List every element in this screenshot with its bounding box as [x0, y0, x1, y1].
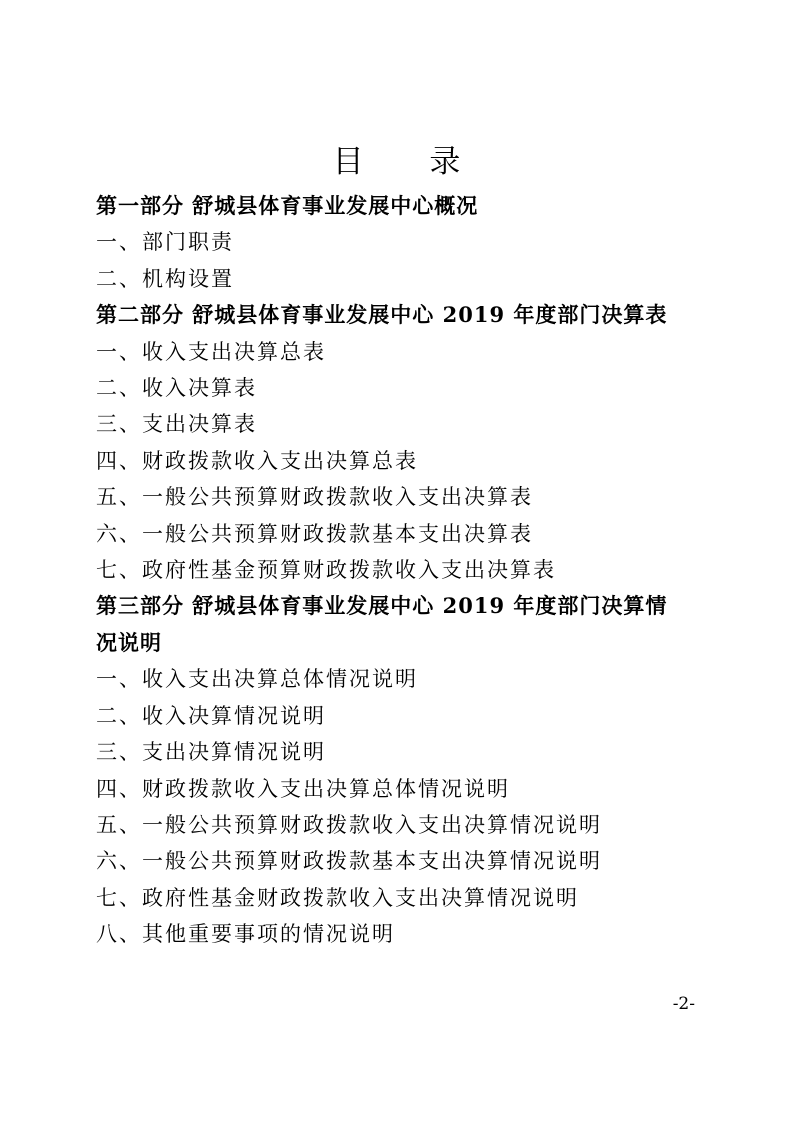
page-number: -2- [672, 994, 695, 1014]
toc-item-part2-1: 一、收入支出决算总表 [96, 339, 326, 364]
toc-item-part2-7: 七、政府性基金预算财政拨款收入支出决算表 [96, 558, 556, 583]
toc-item-part1-1: 一、部门职责 [96, 230, 234, 255]
table-of-contents [96, 188, 696, 953]
toc-item-part2-2: 二、收入决算表 [96, 376, 257, 401]
toc-item-part3-5: 五、一般公共预算财政拨款收入支出决算情况说明 [96, 812, 602, 837]
toc-item-part3-8: 八、其他重要事项的情况说明 [96, 922, 395, 947]
part3-heading: 第三部分 舒城县体育事业发展中心 2019 年度部门决算情况说明 [96, 593, 668, 655]
toc-item-part3-6: 六、一般公共预算财政拨款基本支出决算情况说明 [96, 849, 602, 874]
toc-item-part3-1: 一、收入支出决算总体情况说明 [96, 667, 418, 692]
toc-item-part1-2: 二、机构设置 [96, 266, 234, 291]
toc-item-part3-7: 七、政府性基金财政拨款收入支出决算情况说明 [96, 885, 579, 910]
toc-item-part2-6: 六、一般公共预算财政拨款基本支出决算表 [96, 521, 533, 546]
toc-item-part2-5: 五、一般公共预算财政拨款收入支出决算表 [96, 485, 533, 510]
toc-item-part2-3: 三、支出决算表 [96, 412, 257, 437]
part1-heading: 第一部分 舒城县体育事业发展中心概况 [96, 193, 479, 218]
toc-title: 目 录 [332, 144, 489, 180]
part2-heading: 第二部分 舒城县体育事业发展中心 2019 年度部门决算表 [96, 302, 668, 328]
toc-item-part3-3: 三、支出决算情况说明 [96, 740, 326, 765]
toc-item-part3-4: 四、财政拨款收入支出决算总体情况说明 [96, 776, 510, 801]
toc-item-part3-2: 二、收入决算情况说明 [96, 703, 326, 728]
toc-item-part2-4: 四、财政拨款收入支出决算总表 [96, 448, 418, 473]
